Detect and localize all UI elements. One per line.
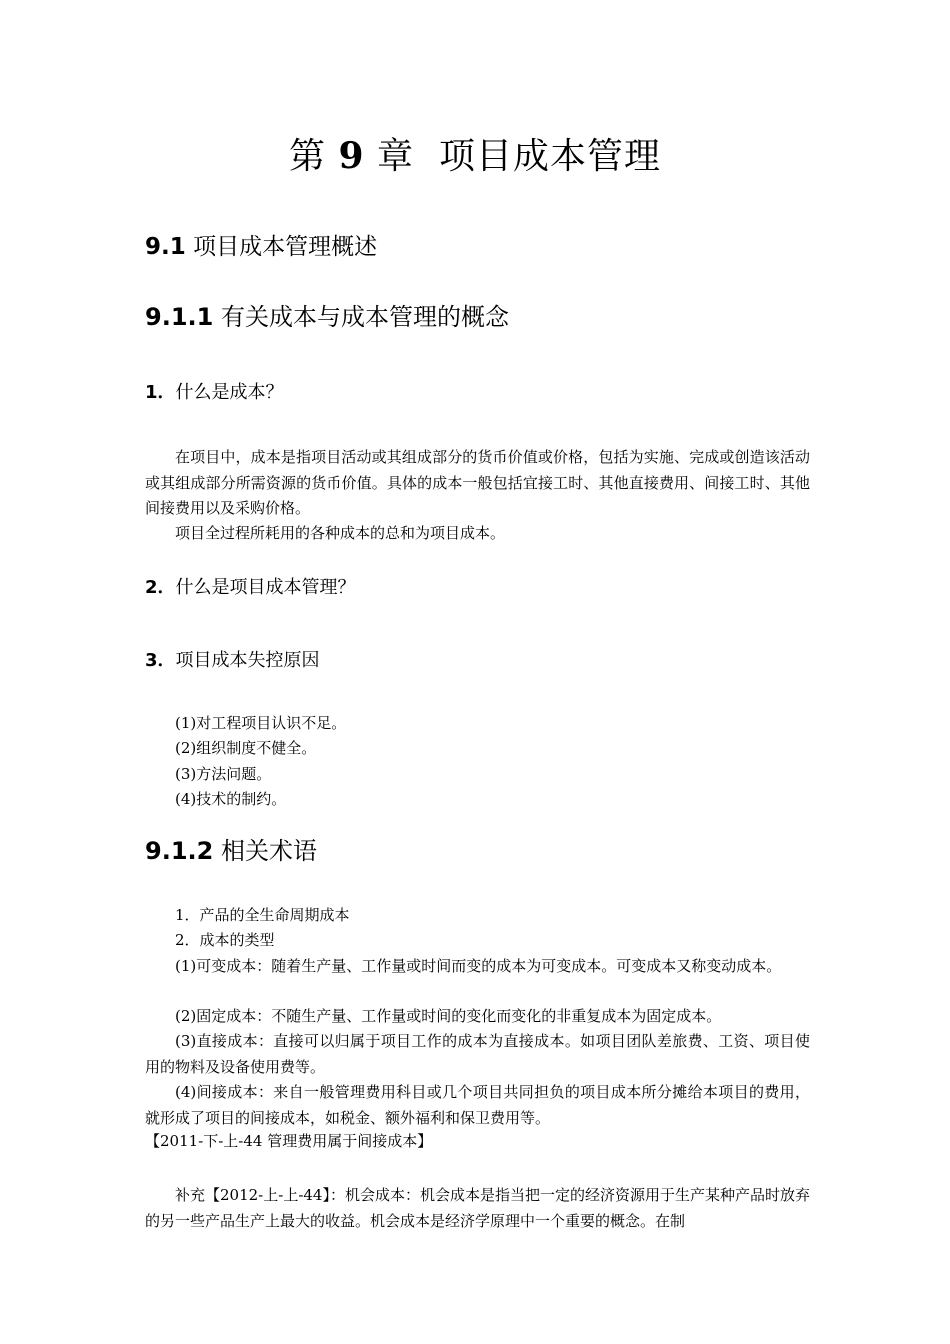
term-item-lifecycle: 1．产品的全生命周期成本: [175, 906, 350, 924]
paragraph-opportunity-cost: 补充【2012-上-上-44】：机会成本：机会成本是指当把一定的经济资源用于生产某种产品时放弃的另一些产品生产上最大的收益。机会成本是经济学原理中一个重要的概念。在制: [145, 1186, 810, 1230]
paragraph-fixed-cost: (2)固定成本：不随生产量、工作量或时间的变化而变化的非重复成本为固定成本。: [175, 1007, 722, 1025]
question-number: 2: [145, 577, 158, 598]
paragraph-indirect-cost: (4)间接成本：来自一般管理费用科目或几个项目共同担负的项目成本所分摊给本项目的费用，就形成了项目的间接成本，如税金、额外福利和保卫费用等。: [145, 1083, 810, 1127]
list-item: (2)组织制度不健全。: [175, 739, 317, 757]
term-item-types: 2．成本的类型: [175, 931, 275, 949]
paragraph-variable-cost: (1)可变成本：随着生产量、工作量或时间而变的成本为可变成本。可变成本又称变动成本。: [175, 957, 782, 975]
question-number: 1: [145, 382, 158, 403]
section-title: 项目成本管理概述: [193, 234, 378, 260]
section-number: 9.1.1: [145, 303, 214, 331]
chapter-title: [0, 132, 950, 181]
question-title: 什么是成本？: [175, 382, 284, 403]
section-number: 9.1: [145, 234, 186, 260]
question-heading-1: 1．什么是成本？: [145, 382, 284, 403]
section-heading-9-1-1: [145, 301, 810, 333]
section-heading-9-1: [145, 232, 810, 262]
question-title: 什么是项目成本管理？: [175, 577, 356, 598]
paragraph-cost-definition: 在项目中，成本是指项目活动或其组成部分的货币价值或价格，包括为实施、完成或创造该活动或其组成部分所需资源的货币价值。具体的成本一般包括宜接工时、其他直接费用、间接工时、其他间接费用以及采购价格。: [145, 448, 810, 517]
list-item: (3)方法问题。: [175, 765, 272, 783]
section-title: 相关术语: [220, 837, 317, 865]
question-heading-2: 2．什么是项目成本管理？: [145, 577, 356, 598]
chapter-name: 项目成本管理: [438, 136, 661, 177]
question-number: 3: [145, 650, 158, 671]
chapter-number: 9: [338, 135, 365, 177]
chapter-prefix: 第: [289, 136, 327, 177]
list-item: (1)对工程项目认识不足。: [175, 714, 347, 732]
paragraph-project-cost: 项目全过程所耗用的各种成本的总和为项目成本。: [175, 524, 506, 542]
paragraph-direct-cost: (3)直接成本：直接可以归属于项目工作的成本为直接成本。如项目团队差旅费、工资、项目使用的物料及设备使用费等。: [145, 1032, 810, 1076]
exam-note: 【2011-下-上-44 管理费用属于间接成本】: [145, 1132, 433, 1150]
section-title: 有关成本与成本管理的概念: [220, 303, 509, 331]
question-heading-3: 3．项目成本失控原因: [145, 650, 320, 671]
list-item: (4)技术的制约。: [175, 790, 287, 808]
question-title: 项目成本失控原因: [175, 650, 320, 671]
section-number: 9.1.2: [145, 837, 214, 865]
chapter-suffix: 章: [377, 136, 415, 177]
section-heading-9-1-2: [145, 835, 810, 867]
